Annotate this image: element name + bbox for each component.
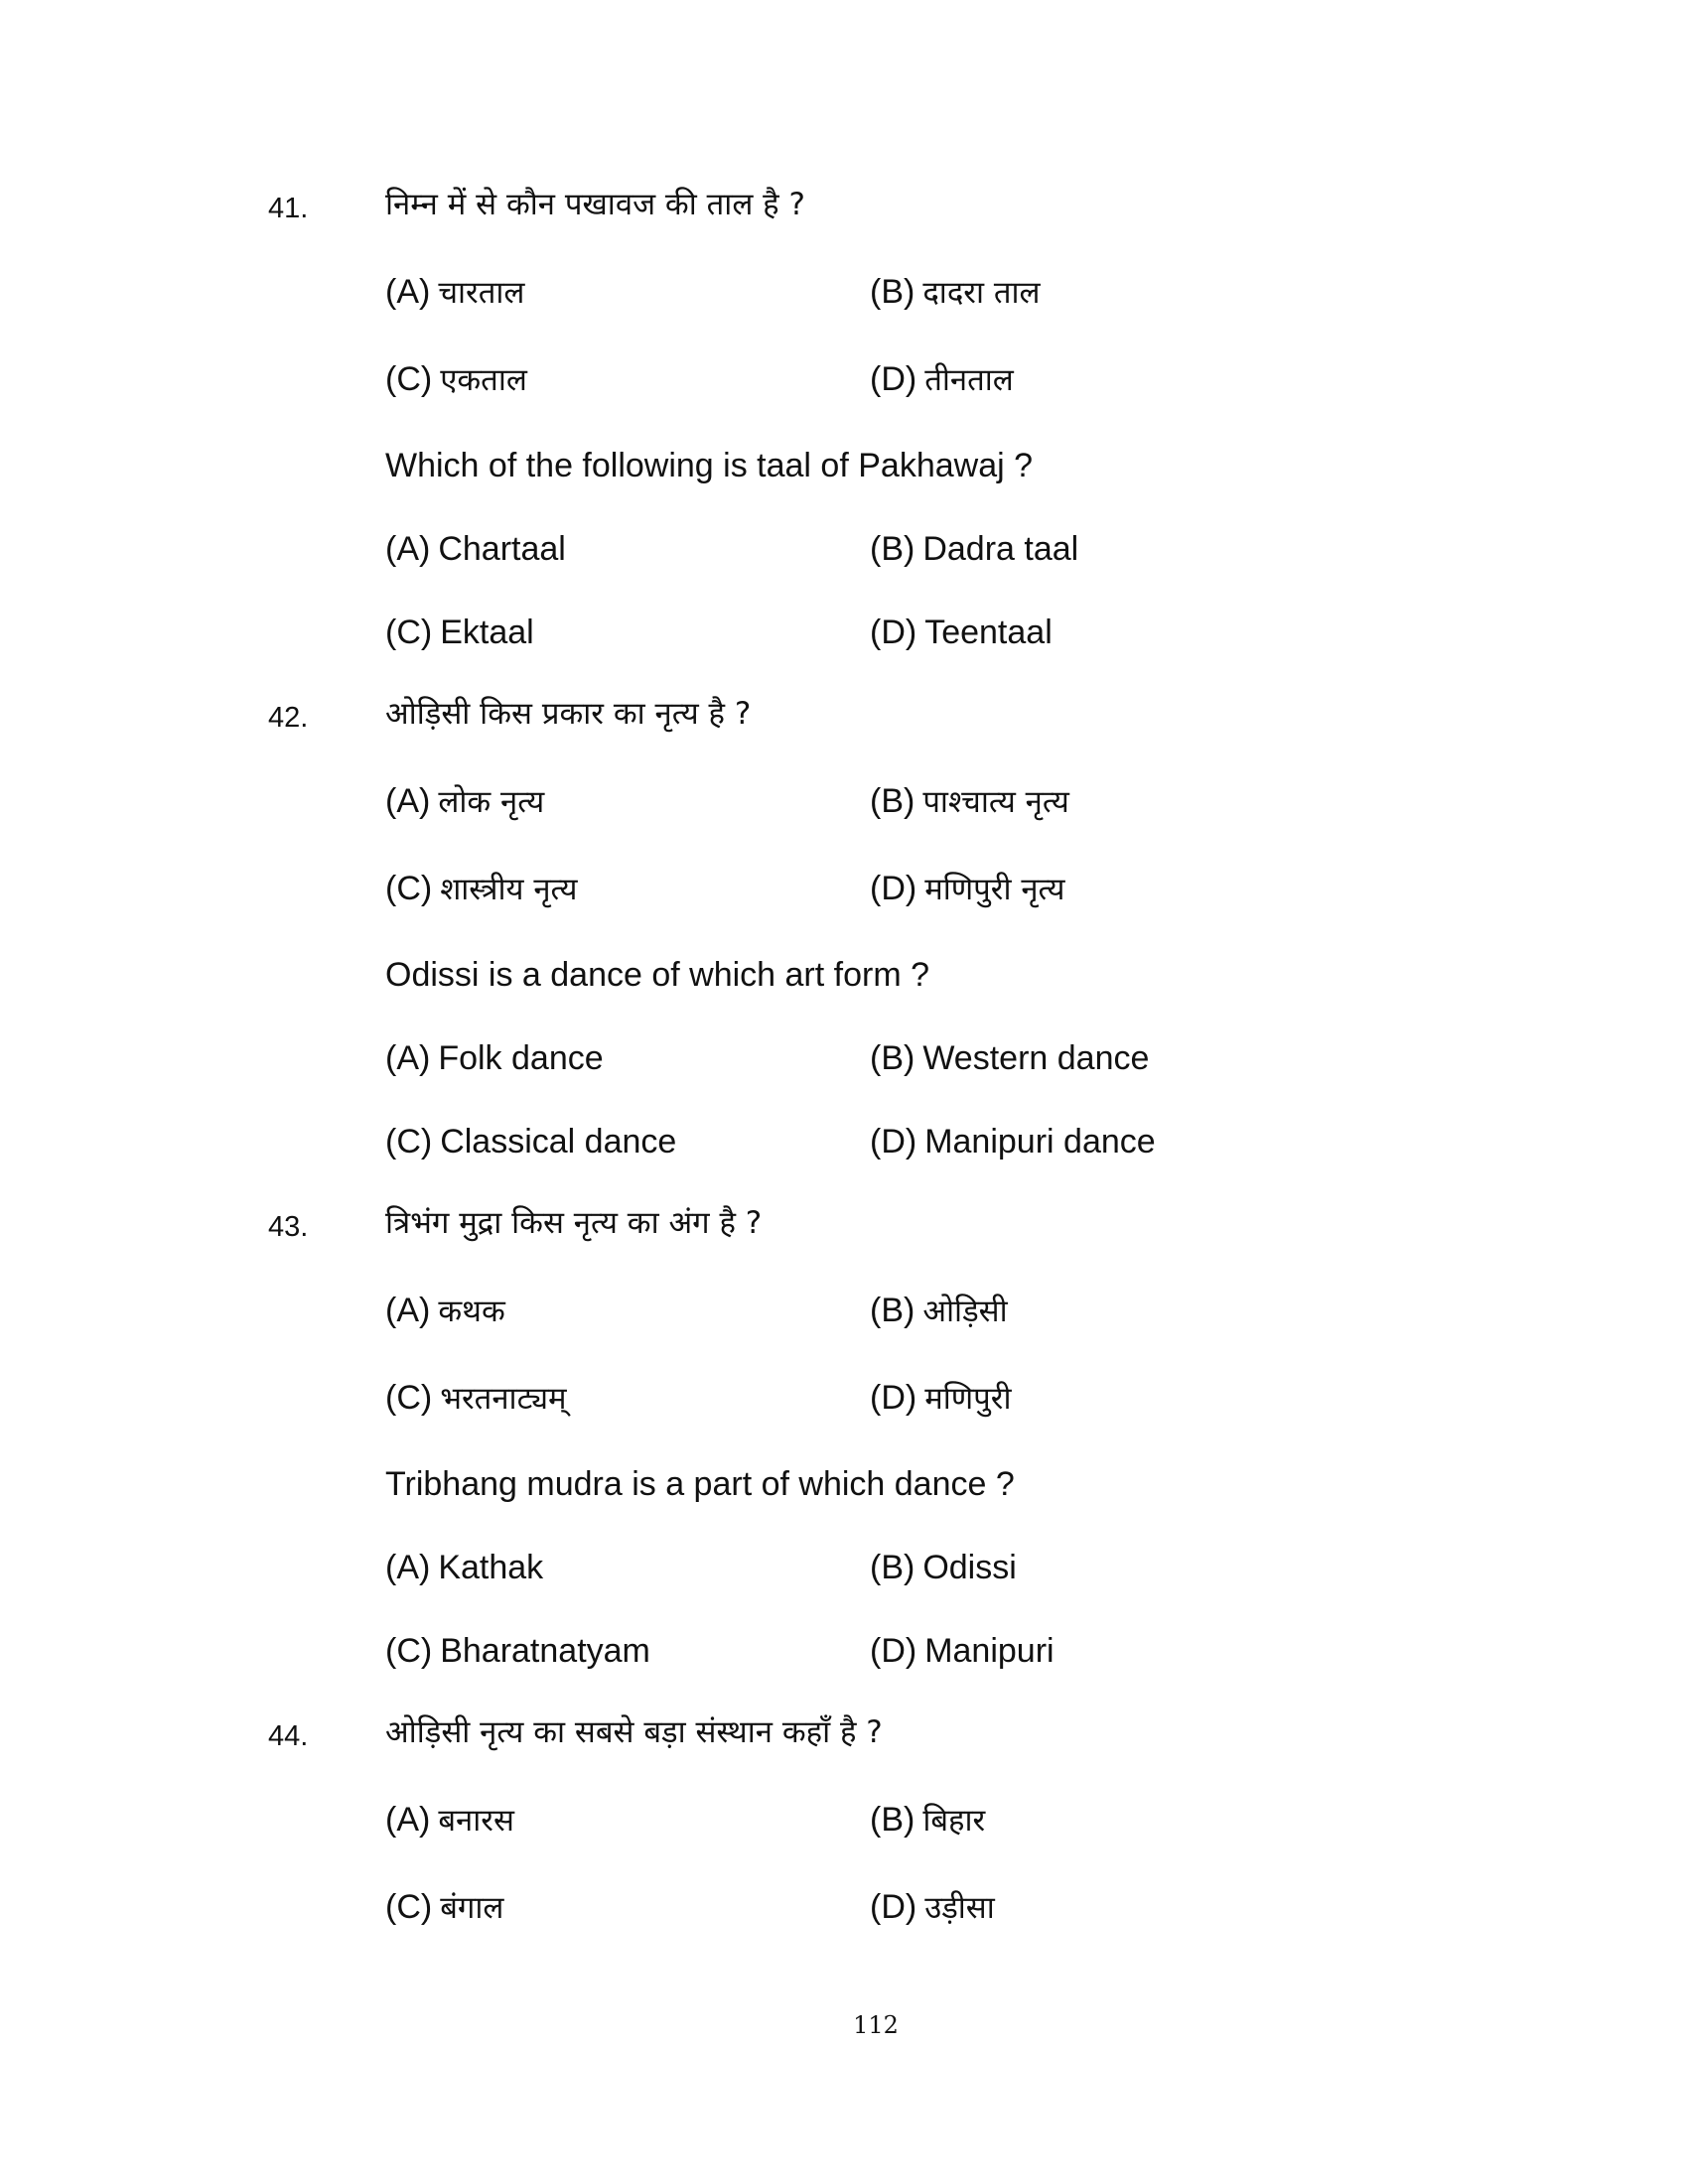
question-text-hindi: निम्न में से कौन पखावज की ताल है ? [385, 187, 805, 222]
option-a-hindi: (A) चारताल [385, 273, 525, 311]
option-d-hindi: (D) उड़ीसा [870, 1888, 995, 1926]
question-number: 41. [268, 193, 309, 224]
question-text-english: Odissi is a dance of which art form ? [385, 956, 930, 994]
question-text-hindi: ओड़िसी नृत्य का सबसे बड़ा संस्थान कहाँ है ? [385, 1714, 883, 1750]
question-text-hindi: ओड़िसी किस प्रकार का नृत्य है ? [385, 696, 752, 732]
option-d-hindi: (D) मणिपुरी नृत्य [870, 870, 1065, 907]
option-d-english: (D) Teentaal [870, 614, 1053, 651]
option-c-hindi: (C) शास्त्रीय नृत्य [385, 870, 578, 907]
option-a-english: (A) Folk dance [385, 1039, 604, 1077]
option-d-english: (D) Manipuri dance [870, 1123, 1156, 1160]
option-c-hindi: (C) एकताल [385, 360, 527, 398]
option-b-english: (B) Dadra taal [870, 530, 1079, 568]
question-text-english: Which of the following is taal of Pakhawaj ? [385, 447, 1034, 484]
question-text-hindi: त्रिभंग मुद्रा किस नृत्य का अंग है ? [385, 1205, 763, 1241]
option-b-hindi: (B) पाश्चात्य नृत्य [870, 782, 1069, 820]
option-a-hindi: (A) बनारस [385, 1801, 514, 1839]
question-number: 44. [268, 1720, 309, 1752]
question-number: 42. [268, 702, 309, 734]
option-b-english: (B) Odissi [870, 1549, 1017, 1586]
option-b-hindi: (B) ओड़िसी [870, 1292, 1008, 1329]
option-a-hindi: (A) लोक नृत्य [385, 782, 545, 820]
option-b-hindi: (B) दादरा ताल [870, 273, 1041, 311]
page-number: 112 [853, 2011, 899, 2039]
option-c-english: (C) Bharatnatyam [385, 1632, 650, 1670]
option-c-english: (C) Ektaal [385, 614, 534, 651]
option-c-english: (C) Classical dance [385, 1123, 677, 1160]
option-a-english: (A) Chartaal [385, 530, 566, 568]
option-d-english: (D) Manipuri [870, 1632, 1055, 1670]
question-text-english: Tribhang mudra is a part of which dance ? [385, 1465, 1015, 1503]
option-b-english: (B) Western dance [870, 1039, 1150, 1077]
option-a-hindi: (A) कथक [385, 1292, 505, 1329]
option-d-hindi: (D) तीनताल [870, 360, 1014, 398]
option-a-english: (A) Kathak [385, 1549, 544, 1586]
question-number: 43. [268, 1211, 309, 1243]
option-c-hindi: (C) भरतनाट्यम् [385, 1379, 567, 1417]
option-b-hindi: (B) बिहार [870, 1801, 986, 1839]
option-d-hindi: (D) मणिपुरी [870, 1379, 1012, 1417]
option-c-hindi: (C) बंगाल [385, 1888, 504, 1926]
